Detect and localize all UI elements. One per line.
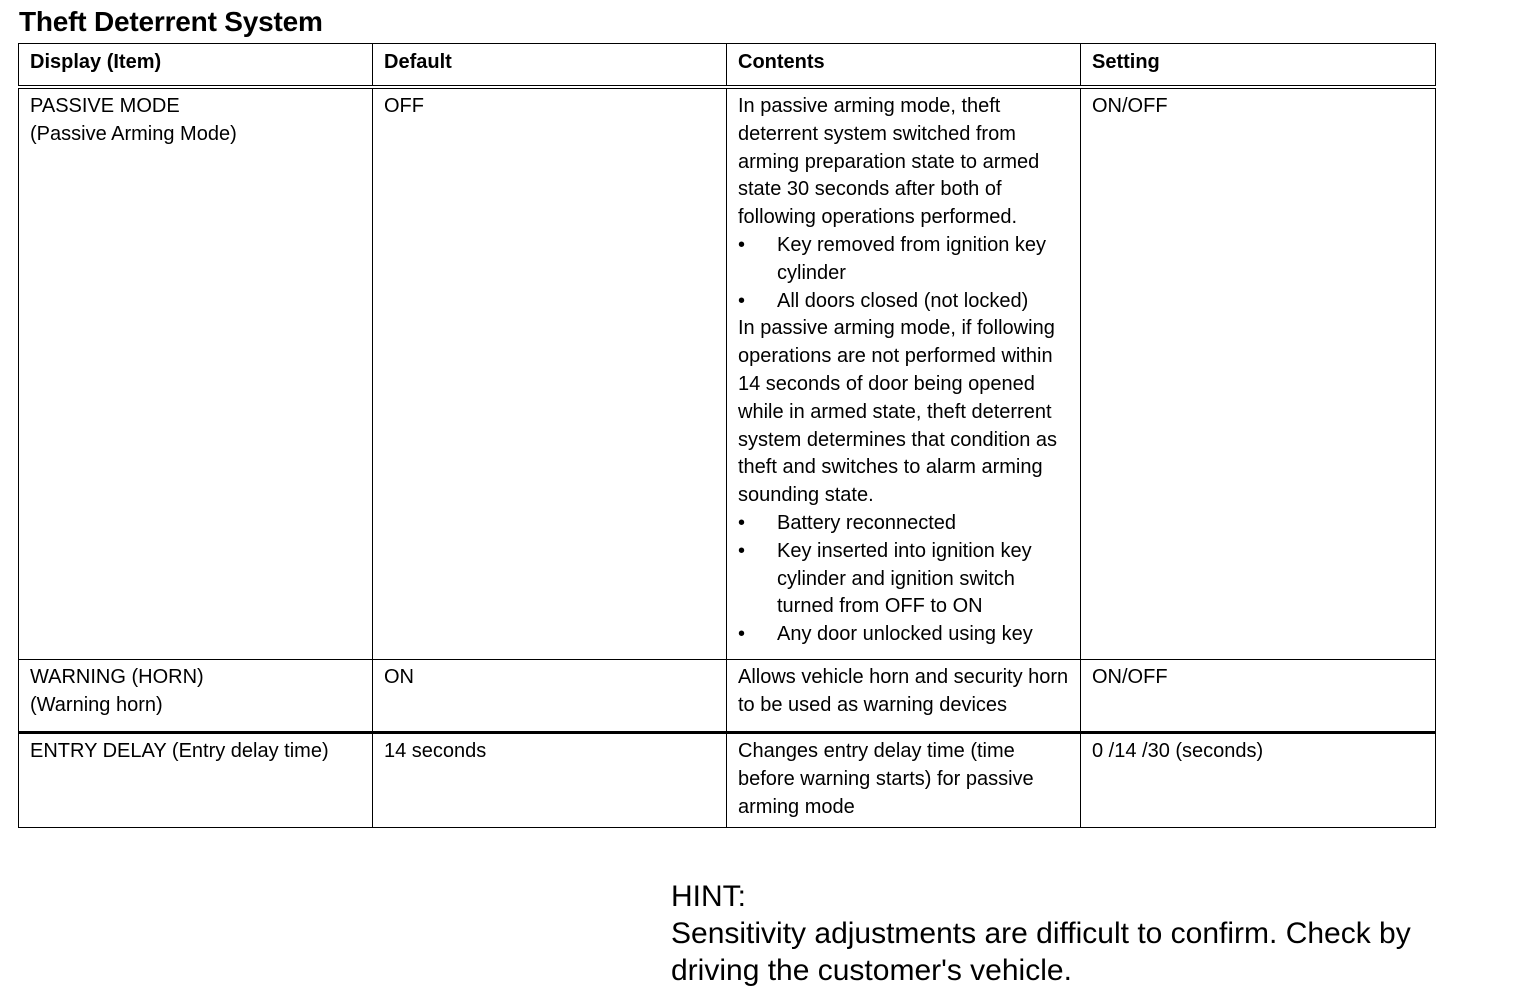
contents-paragraph: In passive arming mode, if following operations are not performed within 14 seconds of door being opened while in armed state, theft deterrent system determines that condition as theft and switches to alarm arming sounding state. — [738, 317, 1058, 507]
contents-cell — [727, 87, 1081, 660]
bullet-icon: • — [738, 289, 746, 312]
page-title: Theft Deterrent System — [19, 6, 323, 37]
settings-table — [18, 43, 1436, 828]
bullet-text: All doors closed (not locked) — [777, 289, 1029, 312]
item-description: (Warning horn) — [30, 693, 163, 716]
column-header-default: Default — [373, 44, 727, 88]
bullet-item — [738, 232, 1070, 288]
bullet-text: Any door unlocked using key — [777, 623, 1033, 646]
hint-text: Sensitivity adjustments are difficult to confirm. Check by driving the customer's vehicle. — [671, 917, 1411, 987]
item-name: WARNING (HORN) — [30, 666, 204, 688]
item-name: PASSIVE MODE — [30, 95, 180, 117]
table-row — [19, 733, 1436, 828]
bullet-item — [738, 288, 1070, 316]
table-header-row — [19, 44, 1436, 88]
bullet-text: Key inserted into ignition key cylinder and ignition switch turned from OFF to ON — [777, 539, 1032, 618]
bullet-text: Battery reconnected — [777, 511, 956, 534]
contents-paragraph: In passive arming mode, theft deterrent system switched from arming preparation state to armed state 30 seconds after both of following operations performed. — [738, 95, 1040, 229]
hint-note — [671, 878, 1471, 989]
setting-cell: ON/OFF — [1081, 660, 1436, 733]
item-cell: ENTRY DELAY (Entry delay time) — [19, 733, 373, 828]
default-cell: ON — [373, 660, 727, 733]
bullet-icon: • — [738, 539, 746, 562]
item-description: (Passive Arming Mode) — [30, 122, 237, 145]
column-header-setting: Setting — [1081, 44, 1436, 88]
item-cell — [19, 660, 373, 733]
column-header-display-item: Display (Item) — [19, 44, 373, 88]
default-cell: OFF — [373, 87, 727, 660]
bullet-icon: • — [738, 233, 746, 256]
hint-label: HINT: — [671, 880, 746, 913]
bullet-icon: • — [738, 511, 746, 534]
contents-cell: Allows vehicle horn and security horn to be used as warning devices — [727, 660, 1081, 733]
bullet-icon: • — [738, 623, 746, 646]
bullet-text: Key removed from ignition key cylinder — [777, 233, 1047, 284]
item-cell — [19, 87, 373, 660]
bullet-item — [738, 538, 1070, 621]
bullet-item — [738, 621, 1070, 649]
table-row — [19, 87, 1436, 660]
column-header-contents: Contents — [727, 44, 1081, 88]
contents-cell: Changes entry delay time (time before warning starts) for passive arming mode — [727, 733, 1081, 828]
bullet-item — [738, 510, 1070, 538]
table-row — [19, 660, 1436, 733]
setting-cell: 0 /14 /30 (seconds) — [1081, 733, 1436, 828]
default-cell: 14 seconds — [373, 733, 727, 828]
setting-cell: ON/OFF — [1081, 87, 1436, 660]
